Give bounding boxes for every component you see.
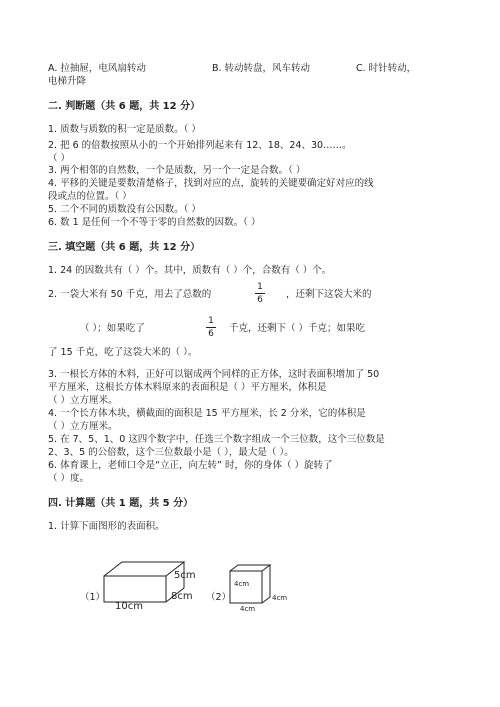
fig2-face-label: 4cm bbox=[234, 580, 250, 588]
figure-2-label: （2） bbox=[206, 592, 232, 603]
option-a: A. 拉抽屉，电风扇转动 bbox=[48, 63, 146, 74]
calc-q1: 1. 计算下面图形的表面积。 bbox=[48, 521, 165, 532]
fill-q6-line1: 6. 体育课上，老师口令是“立正，向左转” 时，你的身体（ ）旋转了 bbox=[48, 460, 333, 471]
section-4-title: 四. 计算题（共 1 题，共 5 分） bbox=[48, 498, 194, 509]
fraction-one-sixth-2 bbox=[206, 316, 216, 339]
fill-q2-part3: （ ）；如果吃了 bbox=[80, 323, 145, 334]
option-b: B. 转动转盘，风车转动 bbox=[212, 63, 311, 74]
fraction-denominator: 6 bbox=[208, 329, 214, 339]
fill-q4-line1: 4. 一个长方体木块，横截面的面积是 15 平方厘米，长 2 分米，它的体积是 bbox=[48, 408, 366, 419]
fig2-bottom-label: 4cm bbox=[240, 605, 256, 613]
fill-q2-part4: 千克，还剩下（ ）千克；如果吃 bbox=[229, 323, 366, 334]
fill-q1: 1. 24 的因数共有（ ）个。其中，质数有（ ）个，合数有（ ）个。 bbox=[48, 265, 332, 276]
fraction-numerator: 1 bbox=[208, 316, 214, 326]
judge-item-3: 3. 两个相邻的自然数，一个是质数，另一个一定是合数。（ ） bbox=[48, 165, 306, 176]
cuboid-front-face bbox=[104, 576, 166, 602]
fraction-bar bbox=[255, 293, 265, 294]
cube-top-face bbox=[230, 565, 270, 571]
option-c: C. 时针转动， bbox=[356, 63, 417, 74]
fig1-length-label: 10cm bbox=[115, 601, 143, 612]
judge-item-1: 1. 质数与质数的积一定是质数。（ ） bbox=[48, 124, 201, 135]
judge-item-6: 6. 数 1 是任何一个不等于零的自然数的因数。（ ） bbox=[48, 217, 261, 228]
fill-q3-line3: （ ）立方厘米。 bbox=[48, 395, 118, 406]
section-2-title: 二. 判断题（共 6 题，共 12 分） bbox=[48, 101, 201, 112]
fig2-side-label: 4cm bbox=[272, 594, 288, 602]
fig1-depth-label: 8cm bbox=[171, 591, 193, 602]
option-c-continued: 电梯升降 bbox=[48, 76, 87, 87]
fraction-one-sixth bbox=[255, 282, 265, 305]
fill-q5-line2: 2、3、5 的公倍数，这个三位数最小是（ ），最大是（ ）。 bbox=[48, 447, 294, 458]
judge-item-2-blank: （ ） bbox=[48, 153, 71, 164]
section-3-title: 三. 填空题（共 6 题，共 12 分） bbox=[48, 242, 201, 253]
fraction-numerator: 1 bbox=[257, 282, 263, 292]
judge-item-4: 4. 平移的关键是要数清楚格子，找到对应的点，旋转的关键要确定好对应的线 bbox=[48, 178, 374, 189]
fraction-denominator: 6 bbox=[257, 295, 263, 305]
fill-q2-part5: 了 15 千克，吃了这袋大米的（ ）。 bbox=[48, 347, 198, 358]
fraction-bar bbox=[206, 327, 216, 328]
fig1-height-label: 5cm bbox=[174, 570, 196, 581]
fill-q5-line1: 5. 在 7、5、1、0 这四个数字中，任选三个数字组成一个三位数，这个三位数是 bbox=[48, 434, 385, 445]
cuboid-top-face bbox=[104, 562, 184, 576]
judge-item-4-cont: 段或点的位置。（ ） bbox=[48, 191, 132, 202]
judge-item-5: 5. 二个不同的质数没有公因数。（ ） bbox=[48, 204, 201, 215]
judge-item-2: 2. 把 6 的倍数按照从小的一个开始排列起来有 12、18、24、30……。 bbox=[48, 140, 352, 151]
fill-q4-line2: （ ）立方厘米。 bbox=[48, 421, 118, 432]
fill-q2-part2: ，还剩下这袋大米的 bbox=[286, 289, 372, 300]
figure-1-label: （1） bbox=[80, 592, 106, 603]
fill-q3-line1: 3. 一根长方体的木料，正好可以锯成两个同样的正方体，这时表面积增加了 50 bbox=[48, 369, 380, 380]
fill-q3-line2: 平方厘米，这根长方体木料原来的表面积是（ ）平方厘米，体积是 bbox=[48, 382, 327, 393]
fill-q2-part1: 2. 一袋大米有 50 千克，用去了总数的 bbox=[48, 289, 212, 300]
fill-q6-line2: （ ）度。 bbox=[48, 473, 90, 484]
